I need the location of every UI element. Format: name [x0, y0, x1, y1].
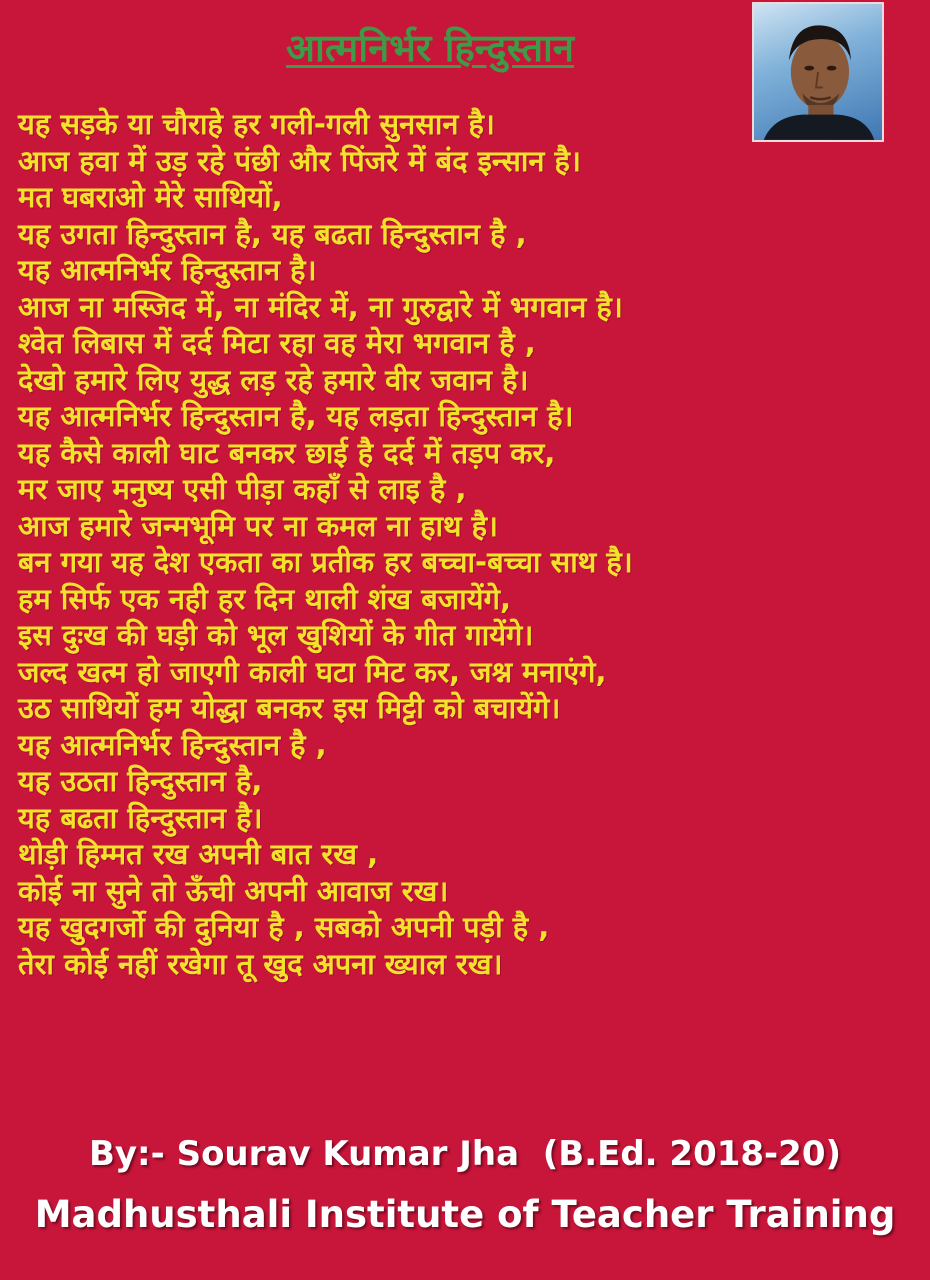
- poem-line: आज हमारे जन्मभूमि पर ना कमल ना हाथ है।: [18, 508, 499, 543]
- institute-name: Madhusthali Institute of Teacher Training: [34, 1193, 896, 1236]
- poem-line: यह आत्मनिर्भर हिन्दुस्तान है।: [18, 253, 317, 287]
- poem-line: उठ साथियों हम योद्धा बनकर इस मिट्टी को बचायेंगे।: [18, 691, 561, 725]
- poem-line: यह आत्मनिर्भर हिन्दुस्तान है ,: [18, 727, 327, 762]
- poem-title: आत्मनिर्भर हिन्दुस्तान: [286, 26, 574, 70]
- poem-lines: [18, 106, 918, 982]
- poem-line: जल्द खत्म हो जाएगी काली घटा मिट कर, जश्न मनाएंगे,: [18, 654, 607, 689]
- poem-line: यह उठता हिन्दुस्तान है,: [18, 764, 263, 798]
- poem-line: यह सड़के या चौराहे हर गली-गली सुनसान है।: [18, 107, 495, 141]
- poem-line: यह बढता हिन्दुस्तान है।: [18, 800, 263, 835]
- poem-line: यह आत्मनिर्भर हिन्दुस्तान है, यह लड़ता हिन्दुस्तान है।: [18, 399, 574, 433]
- poem-line: यह उगता हिन्दुस्तान है, यह बढता हिन्दुस्तान है ,: [18, 216, 527, 251]
- poem-line: तेरा कोई नहीं रखेगा तू खुद अपना ख्याल रख।: [18, 946, 503, 981]
- poem-line: आज हवा में उड़ रहे पंछी और पिंजरे में बंद इन्सान है।: [18, 143, 581, 178]
- poem-line: श्वेत लिबास में दर्द मिटा रहा वह मेरा भगवान है ,: [18, 326, 536, 360]
- poem-line: देखो हमारे लिए युद्ध लड़ रहे हमारे वीर जवान है।: [18, 362, 529, 397]
- poem-line: कोई ना सुने तो ऊँची अपनी आवाज रख।: [18, 873, 449, 908]
- poem-line: यह कैसे काली घाट बनकर छाई है दर्द में तड़प कर,: [18, 435, 556, 470]
- poem-line: इस दुःख की घड़ी को भूल खुशियों के गीत गायेंगे।: [18, 618, 534, 652]
- author-byline: By:- Sourav Kumar Jha (B.Ed. 2018-20): [88, 1134, 842, 1174]
- poem-line: मत घबराओ मेरे साथियों,: [18, 180, 283, 214]
- poem-line: यह खुदगर्जो की दुनिया है , सबको अपनी पड़ी है ,: [18, 910, 550, 944]
- poem-line: मर जाए मनुष्य एसी पीड़ा कहाँ से लाइ है ,: [18, 472, 467, 506]
- poem-line: बन गया यह देश एकता का प्रतीक हर बच्चा-बच्चा साथ है।: [18, 545, 633, 579]
- poem-line: थोड़ी हिम्मत रख अपनी बात रख ,: [18, 837, 379, 871]
- poem-line: आज ना मस्जिद में, ना मंदिर में, ना गुरुद्वारे में भगवान है।: [18, 289, 623, 324]
- poem-line: हम सिर्फ एक नही हर दिन थाली शंख बजायेंगे,: [18, 581, 511, 616]
